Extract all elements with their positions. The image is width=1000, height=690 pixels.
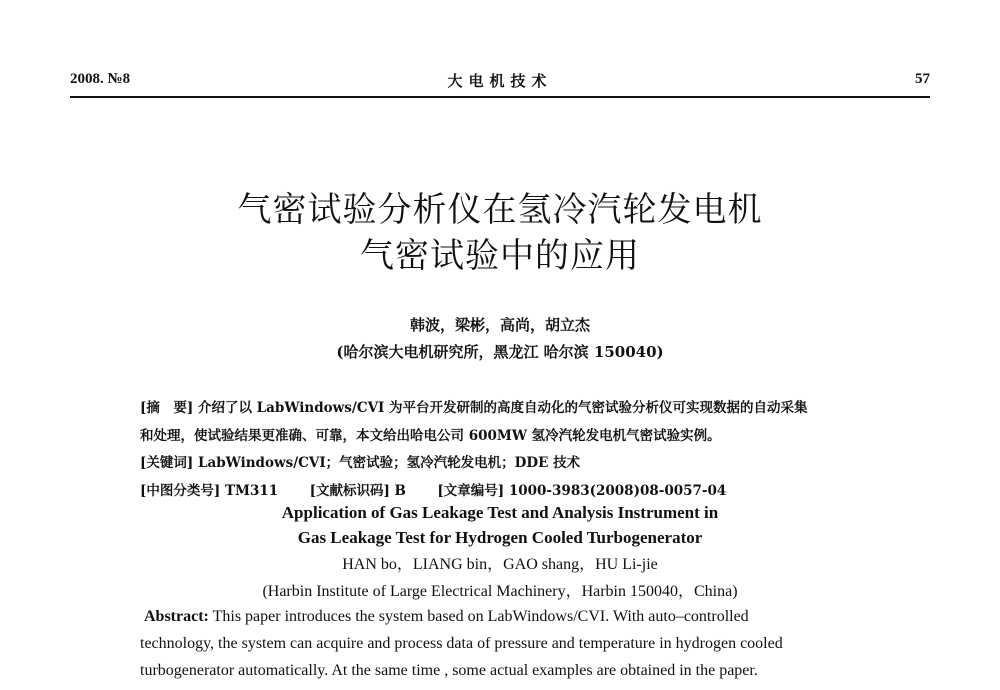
article-number-label: [文章编号] xyxy=(437,483,505,499)
classification-line xyxy=(140,479,726,499)
abstract-cn-line2: 和处理，使试验结果更准确、可靠，本文给出哈电公司 600MW 氢冷汽轮发电机气密试验实例。 xyxy=(140,428,721,444)
title-en-line2: Gas Leakage Test for Hydrogen Cooled Turbogenerator xyxy=(297,528,703,547)
abstract-cn-text1: 介绍了以 LabWindows/CVI 为平台开发研制的高度自动化的气密试验分析仪可实现数据的自动采集 xyxy=(197,400,808,416)
title-cn-line1: 气密试验分析仪在氢冷汽轮发电机 xyxy=(237,190,763,230)
abstract-cn-label: [摘 要] xyxy=(140,400,194,416)
affiliation-en: (Harbin Institute of Large Electrical Machinery，Harbin 150040，China) xyxy=(262,583,738,600)
keywords-cn-label: [关键词] xyxy=(140,455,194,471)
article-number-value: 1000-3983(2008)08-0057-04 xyxy=(508,483,727,499)
title-cn-line2: 气密试验中的应用 xyxy=(360,236,640,276)
doc-code-label: [文献标识码] xyxy=(309,483,390,499)
journal-name: 大电机技术 xyxy=(447,72,553,90)
keywords-cn xyxy=(140,451,580,471)
abstract-en-label: Abstract: xyxy=(144,608,209,625)
doc-code-value: B xyxy=(394,483,406,499)
abstract-en-line1 xyxy=(144,603,866,630)
clc-label: [中图分类号] xyxy=(140,483,221,499)
affiliation-cn: (哈尔滨大电机研究所，黑龙江 哈尔滨 150040) xyxy=(336,343,664,361)
abstract-en-text1: This paper introduces the system based on LabWindows/CVI. With auto–controlled xyxy=(212,608,749,625)
keywords-cn-text: LabWindows/CVI；气密试验；氢冷汽轮发电机；DDE 技术 xyxy=(197,455,581,471)
authors-en: HAN bo，LIANG bin，GAO shang，HU Li-jie xyxy=(342,556,658,573)
abstract-en-line3: turbogenerator automatically. At the same time , some actual examples are obtained in the paper. xyxy=(140,662,758,679)
title-en-line1: Application of Gas Leakage Test and Analysis Instrument in xyxy=(281,503,719,522)
page-number: 57 xyxy=(915,71,930,87)
clc-value: TM311 xyxy=(224,483,279,499)
abstract-cn-line1 xyxy=(140,396,808,416)
issue-number: 2008. №8 xyxy=(70,71,131,87)
header-rule xyxy=(70,96,930,98)
authors-cn: 韩波，梁彬，高尚，胡立杰 xyxy=(409,316,590,334)
abstract-en-line2: technology, the system can acquire and process data of pressure and temperature in hydrogen cooled xyxy=(140,635,783,652)
